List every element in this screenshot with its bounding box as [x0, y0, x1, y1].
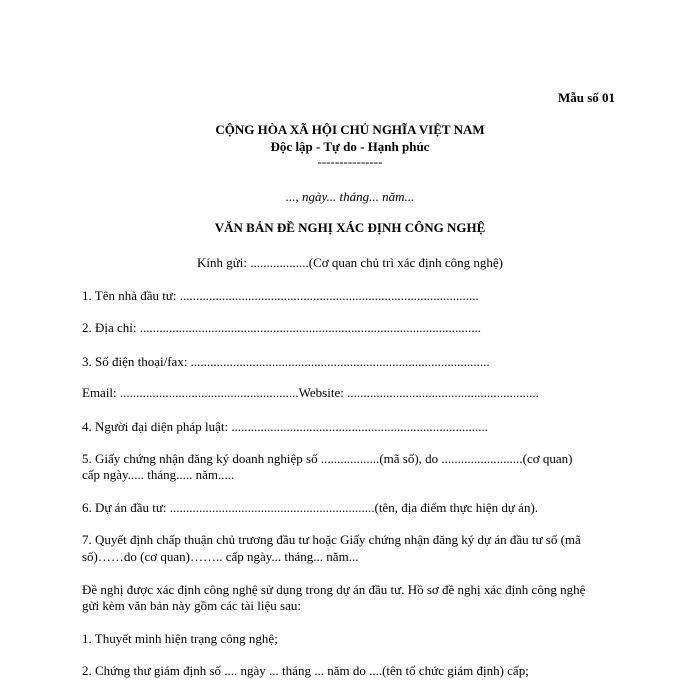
business-registration-line-1: 5. Giấy chứng nhận đăng ký doanh nghiệp số ..................(mã số), do .........................(cơ quan)	[82, 451, 573, 466]
date-line: ..., ngày... tháng... năm...	[285, 189, 415, 204]
form-number: Mẫu số 01	[558, 90, 616, 105]
phone-fax-field: 3. Số điện thoại/fax: ............................................................................................	[82, 354, 490, 369]
legal-representative-field: 4. Người đại diện pháp luật: ...............................................................................	[82, 419, 489, 434]
decision-line-1: 7. Quyết định chấp thuận chủ trương đầu tư hoặc Giấy chứng nhận đăng ký dự án đầu tư số (mã	[82, 532, 581, 547]
business-registration-line-2: cấp ngày..... tháng..... năm.....	[82, 467, 235, 482]
recipient-line: Kính gửi: ..................(Cơ quan chủ trì xác định công nghệ)	[196, 255, 503, 270]
address-field: 2. Địa chỉ: .........................................................................................................	[82, 320, 482, 335]
request-line-2: gửi kèm văn bản này gồm các tài liệu sau:	[82, 598, 301, 613]
header-divider: ---------------	[317, 154, 383, 169]
decision-line-2: số)……do (cơ quan)…….. cấp ngày... tháng... năm...	[82, 549, 359, 564]
request-line-1: Đề nghị được xác định công nghệ sử dụng trong dự án đầu tư. Hồ sơ đề nghị xác định công nghệ	[82, 582, 586, 597]
investor-name-field: 1. Tên nhà đầu tư: ............................................................................................	[82, 288, 479, 303]
email-website-field: Email: .......................................................Website: ...........................................................	[82, 385, 539, 400]
document-title: VĂN BẢN ĐỀ NGHỊ XÁC ĐỊNH CÔNG NGHỆ	[214, 220, 486, 235]
attachment-item-1: 1. Thuyết minh hiện trạng công nghệ;	[82, 631, 278, 646]
attachment-item-2: 2. Chứng thư giám định số .... ngày ... tháng ... năm do ....(tên tổ chức giám định) cấp;	[82, 663, 529, 678]
country-header: CỘNG HÒA XÃ HỘI CHỦ NGHĨA VIỆT NAM	[215, 122, 485, 137]
project-field: 6. Dự án đầu tư: ...............................................................(tên, địa điểm thực hiện dự án).	[82, 500, 539, 515]
motto: Độc lập - Tự do - Hạnh phúc	[270, 139, 430, 154]
